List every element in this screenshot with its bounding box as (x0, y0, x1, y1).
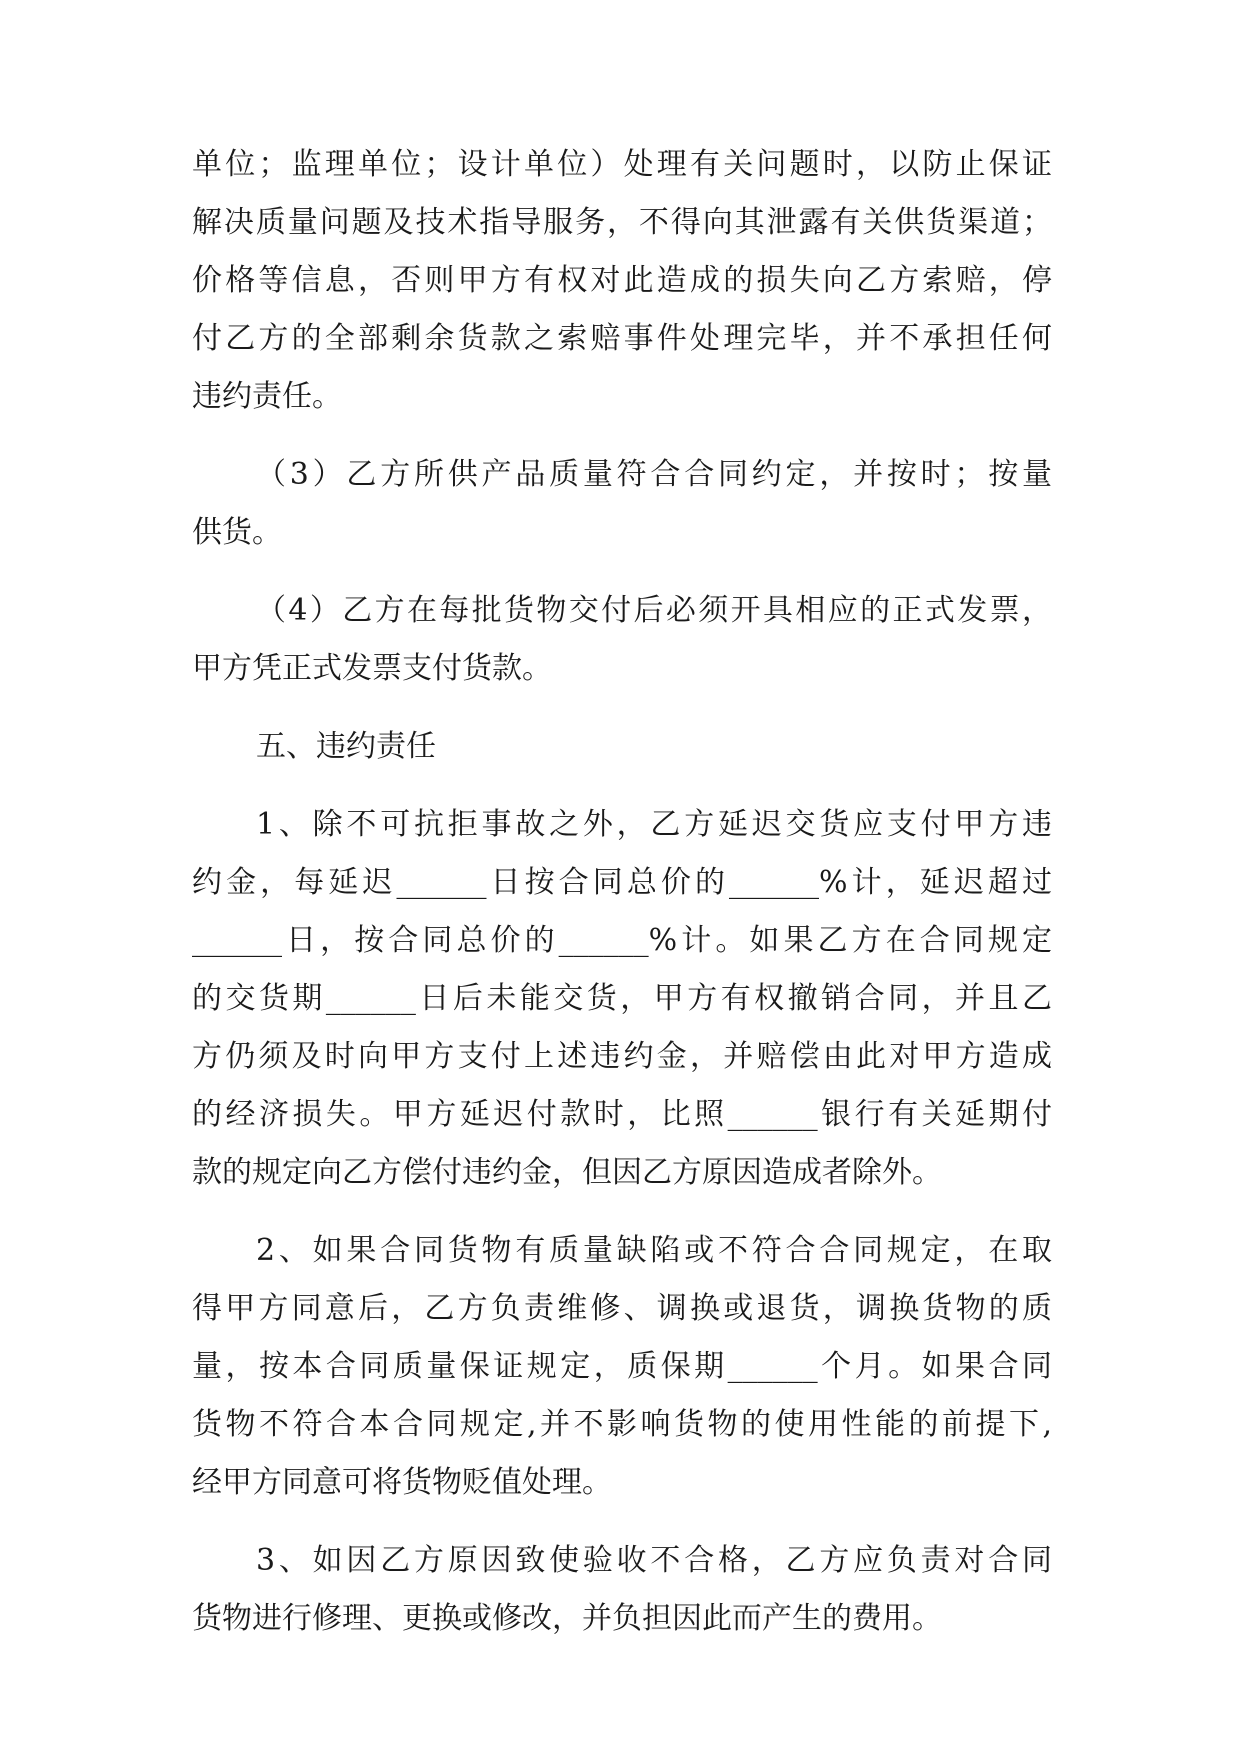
text-line: 得甲方同意后，乙方负责维修、调换或退货，调换货物的质 (192, 1291, 1052, 1326)
text-line: 付乙方的全部剩余货款之索赔事件处理完毕，并不承担任何 (192, 321, 1052, 356)
text-line: 1、除不可抗拒事故之外，乙方延迟交货应支付甲方违 (256, 807, 1052, 842)
text-line: 的经济损失。甲方延迟付款时，比照______银行有关延期付 (192, 1097, 1052, 1132)
text-line: 价格等信息，否则甲方有权对此造成的损失向乙方索赔，停 (192, 263, 1052, 298)
text-line: 量，按本合同质量保证规定，质保期______个月。如果合同 (192, 1349, 1052, 1384)
text-line: 解决质量问题及技术指导服务，不得向其泄露有关供货渠道； (192, 205, 1052, 240)
text-line: 的交货期______日后未能交货，甲方有权撤销合同，并且乙 (192, 981, 1052, 1016)
text-line: 货物进行修理、更换或修改，并负担因此而产生的费用。 (192, 1601, 942, 1636)
text-line: ______日，按合同总价的______%计。如果乙方在合同规定 (192, 923, 1052, 958)
text-line: 货物不符合本合同规定,并不影响货物的使用性能的前提下, (192, 1407, 1052, 1442)
text-line: （4）乙方在每批货物交付后必须开具相应的正式发票， (256, 593, 1052, 628)
text-line: 3、如因乙方原因致使验收不合格，乙方应负责对合同 (256, 1543, 1052, 1578)
text-line: 款的规定向乙方偿付违约金，但因乙方原因造成者除外。 (192, 1155, 942, 1190)
text-line: 甲方凭正式发票支付货款。 (192, 651, 552, 686)
text-line: 违约责任。 (192, 379, 342, 414)
text-line: 供货。 (192, 515, 282, 550)
text-line: 约金，每延迟______日按合同总价的______%计，延迟超过 (192, 865, 1052, 900)
text-line: 方仍须及时向甲方支付上述违约金，并赔偿由此对甲方造成 (192, 1039, 1052, 1074)
text-line: 单位；监理单位；设计单位）处理有关问题时，以防止保证 (192, 147, 1052, 182)
section-heading: 五、违约责任 (256, 729, 436, 764)
text-line: 2、如果合同货物有质量缺陷或不符合合同规定，在取 (256, 1233, 1052, 1268)
text-line: 经甲方同意可将货物贬值处理。 (192, 1465, 612, 1500)
text-line: （3）乙方所供产品质量符合合同约定，并按时；按量 (256, 457, 1052, 492)
